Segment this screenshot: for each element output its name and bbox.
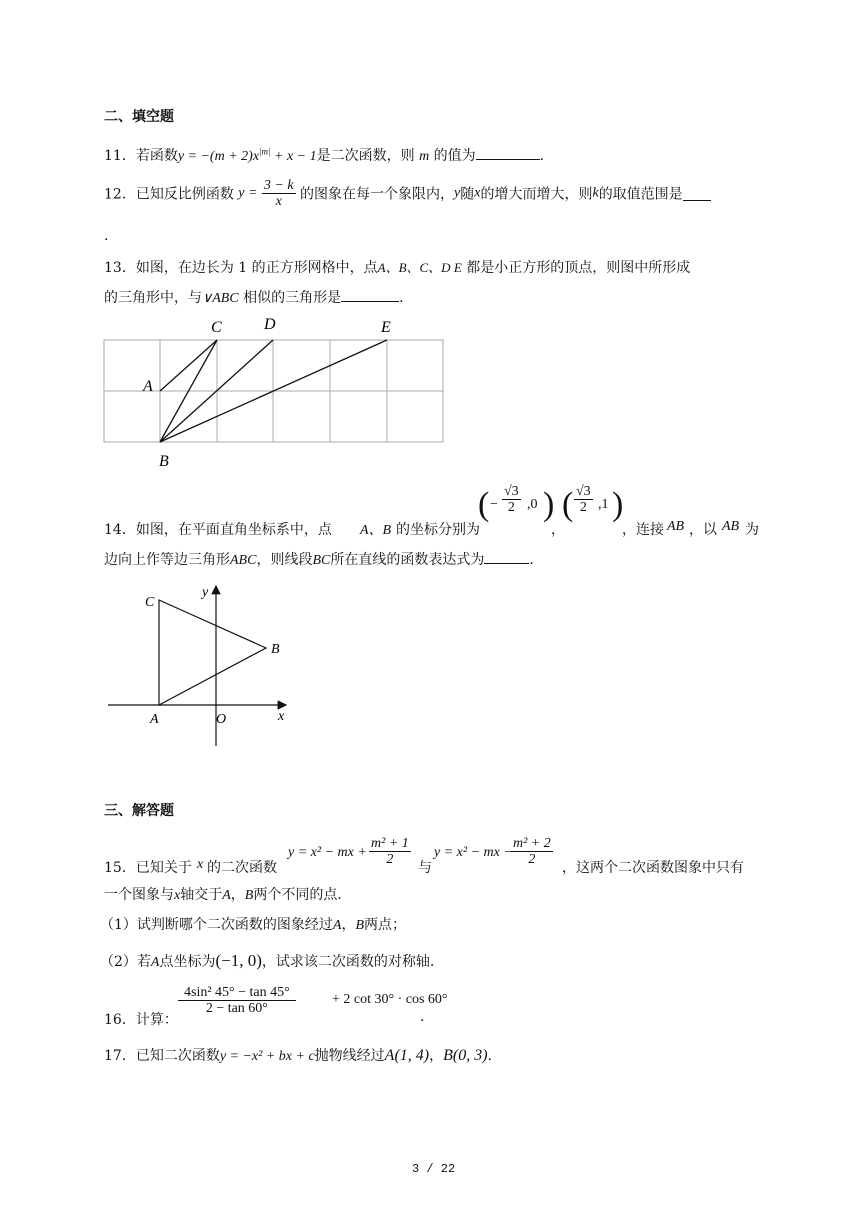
q17-function: y = −x² + bx + c [219,1049,315,1064]
q12-var-x: x [474,185,481,201]
q14-seg-AB-2: AB [722,519,740,534]
q15-text-with: 与 [418,860,432,876]
q12-number: 12．已知反比例函数 [104,186,234,203]
q17-text-1: 17．已知二次函数 [104,1048,220,1064]
q16-expression-tail: + 2 cot 30° · cos 60° [332,992,448,1007]
label-B: B [271,642,280,657]
q15-text-6: ， [230,887,245,903]
q15-var-x: x [197,857,204,872]
q14-text-4: ，以 [689,522,717,538]
q13-points: A、B、C、D E [377,260,462,275]
q11-formula: y = −(m + 2)x [177,149,260,164]
q16-text: 16．计算： [104,1012,178,1028]
q14-coord1-fraction [502,484,521,515]
q11-exponent: |m| [259,146,271,157]
q15-part2-text-1: （2）若 [100,954,151,970]
q14-coord2-denominator: 2 [579,500,587,515]
q12-var-y: y [454,185,461,201]
q11-end: . [539,148,545,164]
q15-f1-denominator: 2 [386,852,394,867]
label-A: A [150,712,159,727]
question-15-line-2 [104,884,342,904]
question-12 [104,178,711,209]
q15-f2-numerator: m² + 2 [513,836,551,851]
q15-f1-numerator: m² + 1 [371,836,409,851]
question-15-part-1 [100,914,406,934]
q15-text-7: 两个不同的点. [253,887,342,903]
q14-seg-BC: BC [312,553,331,568]
label-B: B [159,453,169,470]
q14-coord2-lparen: ( [562,486,574,523]
question-11 [104,145,544,165]
q14-points-AB: A、B [360,523,392,538]
q15-part1-A: A [332,918,342,933]
section-title-answer: 三、解答题 [104,803,174,819]
q14-text-1: 14．如图，在平面直角坐标系中，点 [104,522,332,538]
section-title-fill-blank: 二、填空题 [104,109,174,125]
q14-end: . [529,552,534,568]
q14-coord1-sign: − [490,497,498,512]
question-13-line-1 [104,257,690,277]
q14-triangle-ABC: ABC [230,553,257,568]
q14-coord2-fraction [574,484,593,515]
q14-coord1-numerator: √3 [504,484,519,499]
q15-part2-coordinate: (−1, 0) [215,951,262,970]
label-A: A [143,378,153,395]
q12-text-3: 的增大而增大，则 [480,186,593,203]
q14-seg-AB-1: AB [667,519,685,534]
q14-text-5: 为 [745,522,759,538]
question-17 [104,1045,492,1065]
label-C: C [211,319,222,336]
q17-text-2: 抛物线经过 [314,1048,385,1064]
q14-text-8: 所在直线的函数表达式为 [330,552,485,568]
q11-number: 11．若函数 [104,148,178,164]
q12-answer-blank[interactable] [683,186,711,201]
equilateral-triangle-ABC [159,600,266,705]
q17-end: . [487,1048,492,1064]
q14-coord2-rparen: ) [612,486,624,523]
q16-denominator: 2 − tan 60° [205,1001,268,1016]
q14-coord1-denominator: 2 [507,500,515,515]
label-y: y [202,585,209,600]
q15-point-A: A [222,888,231,903]
q12-fraction-numerator: 3 − k [263,178,294,193]
q14-text-3: ，连接 [622,522,664,538]
q12-text-2: 随 [460,186,475,203]
q12-var-k: k [592,185,599,201]
q15-text-1: 15．已知关于 [104,860,192,876]
question-16 [104,985,504,1028]
q11-answer-blank[interactable] [476,145,540,160]
q15-part1-B: B [355,918,365,933]
q15-part1-text-1: （1）试判断哪个二次函数的图象经过 [100,917,333,933]
q14-text-2: 的坐标分别为 [396,522,480,538]
q16-numerator: 4sin² 45° − tan 45° [178,985,296,1001]
q15-part2-A: A [150,955,160,970]
q14-coord2-numerator: √3 [576,484,591,499]
q15-function-2: y = x² − mx − [434,845,513,860]
q11-formula-tail: + x − 1 [270,149,317,164]
label-D: D [264,316,276,333]
q11-text: 是二次函数，则 [316,148,415,164]
q13-answer-blank[interactable] [341,287,399,302]
q11-text-tail: 的值为 [433,148,476,164]
q14-coord1-tail: ,0 [527,497,538,512]
question-14-line-2 [104,549,534,569]
q15-function-1: y = x² − mx + [288,845,367,860]
label-E: E [381,319,391,336]
question-15-part-2 [100,951,434,971]
question-13-line-2 [104,287,404,307]
question-15-line-1 [104,836,764,876]
q12-fraction [262,178,296,209]
q15-text-3: ，这两个二次函数图象中只有 [562,860,744,876]
q14-answer-blank[interactable] [484,549,529,564]
q14-coord1-lparen: ( [478,486,490,523]
q12-text-4: 的取值范围是 [598,186,683,203]
q15-part1-text-3: 两点； [364,917,407,933]
page-number: 3 / 22 [412,1162,456,1176]
figure-13-grid [95,312,455,472]
q13-text-4: 相似的三角形是 [243,290,342,306]
q15-part2-text-3: ，试求该二次函数的对称轴. [261,954,435,970]
q15-text-5: 轴交于 [180,887,223,903]
q13-text-1: 13．如图，在边长为 1 的正方形网格中，点 [104,260,378,276]
q16-end: . [420,1009,425,1025]
q15-part1-text-2: ， [341,917,356,933]
q17-separator: ， [429,1048,444,1064]
q15-text-4: 一个图象与 [104,887,174,903]
q15-function-2-fraction [511,836,553,867]
q14-text-7: ，则线段 [256,552,313,568]
q13-text-3: 的三角形中，与 [104,290,202,306]
q13-end: . [399,290,404,306]
q12-fraction-denominator: x [275,194,282,209]
label-x: x [278,709,285,724]
q15-var-x-2: x [174,888,181,903]
q11-var-m: m [419,149,430,164]
label-C: C [145,595,155,610]
q16-fraction [178,985,296,1016]
q15-part2-text-2: 点坐标为 [159,954,216,970]
figure-14-coordinate-plane [100,578,300,753]
q17-point-A: A(1, 4) [384,1047,430,1064]
q13-triangle: ∨ABC [202,291,239,306]
q12-continuation: . [104,228,109,244]
q14-text-6: 边向上作等边三角形 [104,552,230,568]
q15-function-1-fraction [369,836,411,867]
q12-y: y = [238,185,258,201]
q14-separator: ， [551,522,565,538]
q15-f2-denominator: 2 [528,852,536,867]
q13-text-2: 都是小正方形的顶点，则图中所形成 [466,260,691,276]
q14-coord2-tail: ,1 [598,497,609,512]
q15-point-B: B [244,888,254,903]
q14-coord1-rparen: ) [543,486,555,523]
segment-ac [160,340,217,391]
q12-text-1: 的图象在每一个象限内， [300,186,455,203]
q15-text-2: 的二次函数 [207,860,277,876]
label-O: O [216,712,227,727]
q17-point-B: B(0, 3) [443,1047,488,1064]
